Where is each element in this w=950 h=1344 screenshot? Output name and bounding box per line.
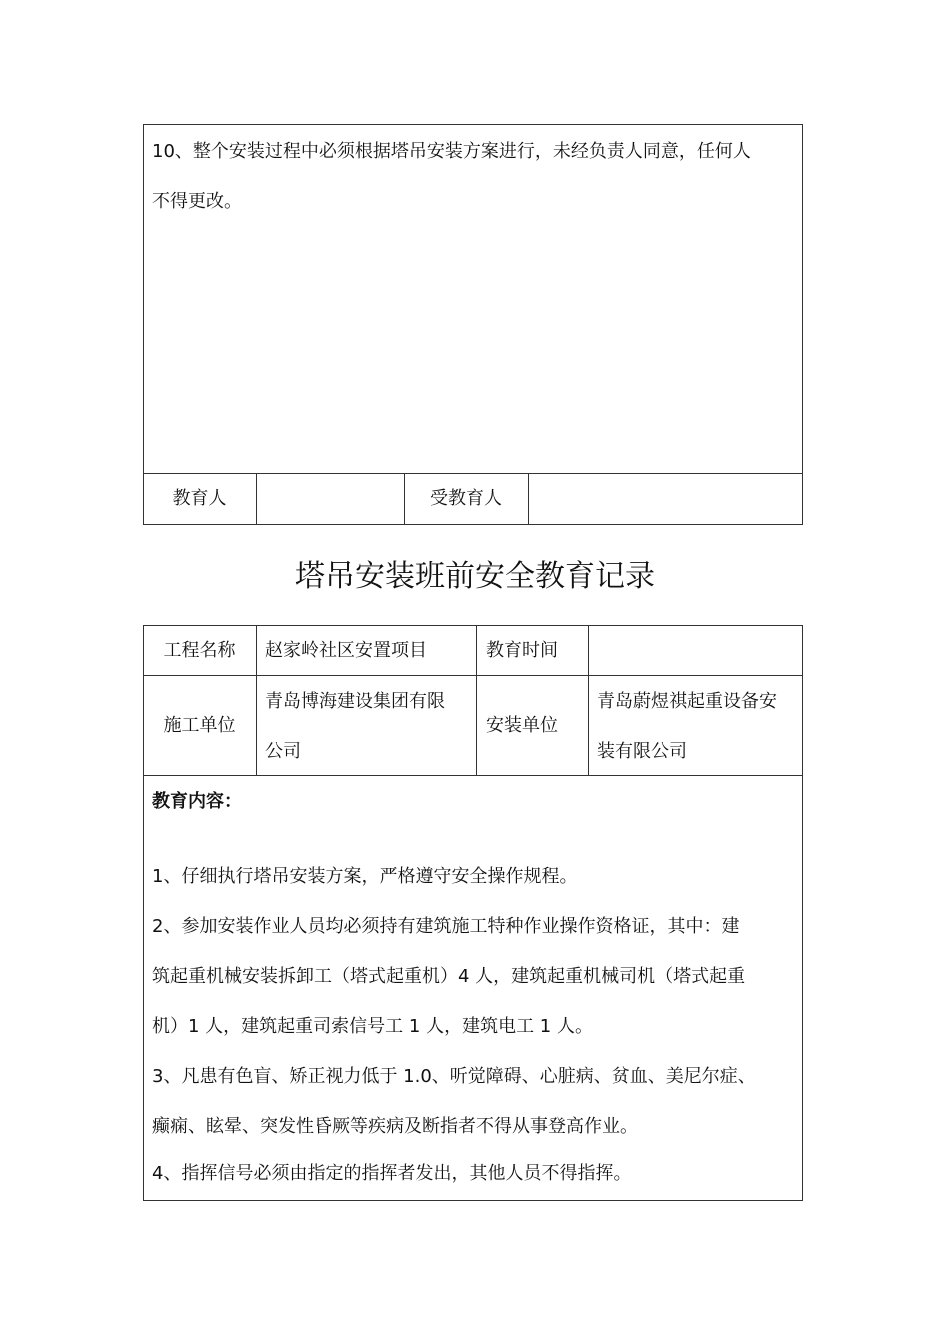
previous-record-table	[143, 124, 803, 525]
table-divider	[588, 625, 589, 776]
content-line: 3、凡患有色盲、矫正视力低于 1.0、听觉障碍、心脏病、贫血、美尼尔症、	[152, 1066, 756, 1087]
education-time-label: 教育时间	[486, 640, 558, 661]
content-line: 1、仔细执行塔吊安装方案，严格遵守安全操作规程。	[152, 866, 578, 887]
rule-item-10-line-1: 10、整个安装过程中必须根据塔吊安装方案进行，未经负责人同意，任何人	[152, 141, 751, 162]
content-line: 癫痫、眩晕、突发性昏厥等疾病及断指者不得从事登高作业。	[152, 1116, 638, 1137]
table-divider	[256, 473, 257, 525]
table-divider	[476, 625, 477, 776]
installation-unit-value-line-1: 青岛蔚煜祺起重设备安	[597, 691, 777, 712]
page-title: 塔吊安装班前安全教育记录	[295, 559, 655, 594]
content-line: 筑起重机械安装拆卸工（塔式起重机）4 人，建筑起重机械司机（塔式起重	[152, 966, 746, 987]
construction-unit-value-line-1: 青岛博海建设集团有限	[265, 691, 445, 712]
education-content-label: 教育内容：	[152, 791, 242, 812]
installation-unit-label: 安装单位	[486, 715, 558, 736]
trainee-label: 受教育人	[430, 488, 502, 509]
content-line: 4、指挥信号必须由指定的指挥者发出，其他人员不得指挥。	[152, 1163, 632, 1184]
table-divider	[528, 473, 529, 525]
construction-unit-value-line-2: 公司	[265, 741, 301, 762]
content-line: 机）1 人，建筑起重司索信号工 1 人，建筑电工 1 人。	[152, 1016, 593, 1037]
rule-item-10-line-2: 不得更改。	[152, 191, 242, 212]
construction-unit-label: 施工单位	[163, 715, 236, 736]
table-divider	[143, 775, 803, 776]
project-name-value: 赵家岭社区安置项目	[265, 640, 427, 661]
educator-label: 教育人	[172, 488, 227, 509]
installation-unit-value-line-2: 装有限公司	[597, 741, 687, 762]
content-line: 2、参加安装作业人员均必须持有建筑施工特种作业操作资格证，其中：建	[152, 916, 740, 937]
table-divider	[256, 625, 257, 776]
project-name-label: 工程名称	[163, 640, 236, 661]
